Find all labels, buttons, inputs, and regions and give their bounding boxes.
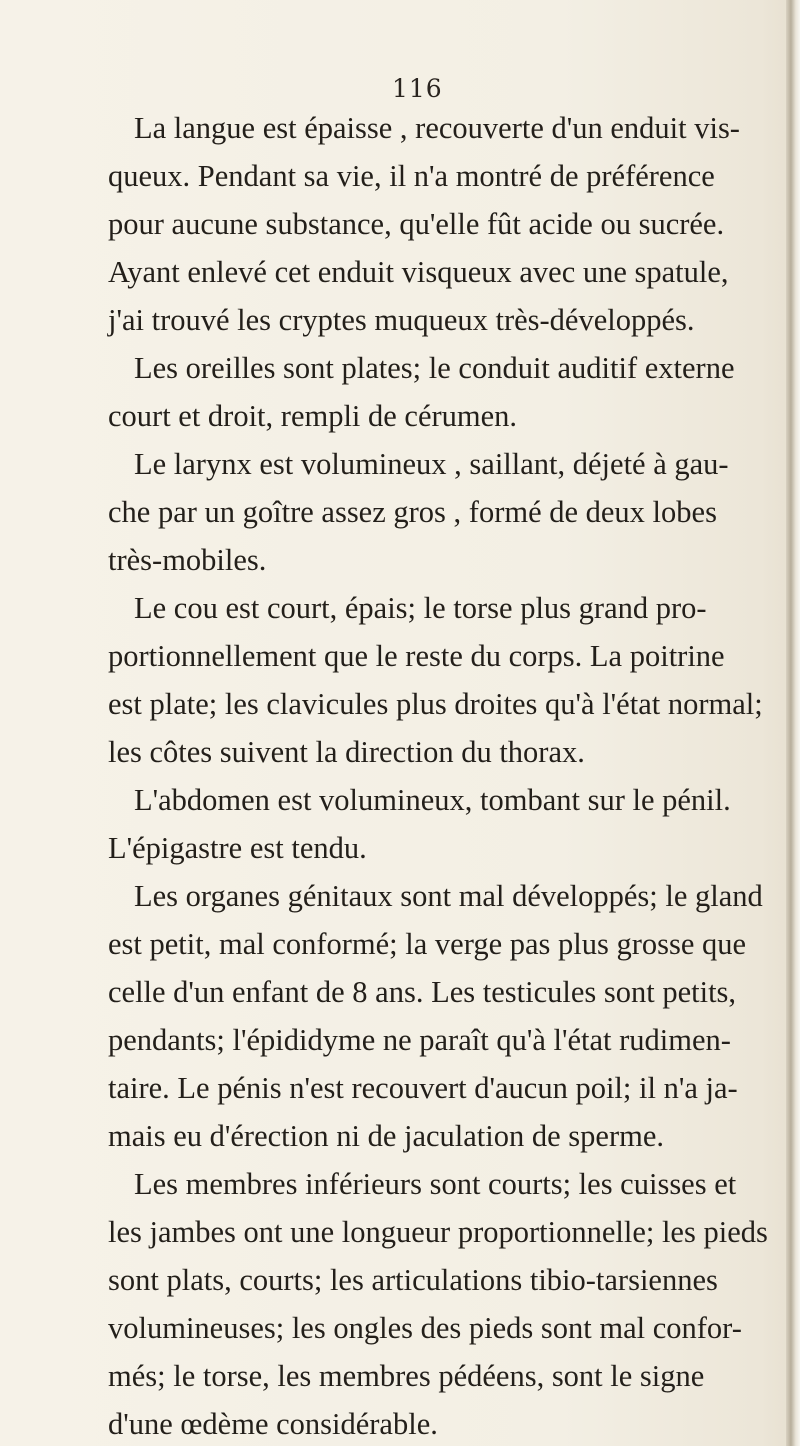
page-number: 116 bbox=[392, 74, 443, 103]
text-line: est plate; les clavicules plus droites qu'à l'état normal; bbox=[108, 687, 763, 721]
text-line: portionnellement que le reste du corps. La poitrine bbox=[108, 639, 725, 673]
text-line: che par un goître assez gros , formé de deux lobes bbox=[108, 495, 717, 529]
text-line: Le cou est court, épais; le torse plus grand pro- bbox=[134, 591, 707, 625]
text-line: Les organes génitaux sont mal développés; le gland bbox=[134, 879, 763, 913]
text-line: d'une œdème considérable. bbox=[108, 1407, 438, 1441]
text-line: très-mobiles. bbox=[108, 543, 267, 577]
text-line: est petit, mal conformé; la verge pas plus grosse que bbox=[108, 927, 747, 961]
text-line: L'abdomen est volumineux, tombant sur le pénil. bbox=[134, 783, 731, 817]
text-line: j'ai trouvé les cryptes muqueux très-développés. bbox=[108, 303, 695, 337]
text-line: queux. Pendant sa vie, il n'a montré de préférence bbox=[108, 159, 715, 193]
text-line: celle d'un enfant de 8 ans. Les testicules sont petits, bbox=[108, 975, 737, 1009]
text-line: les côtes suivent la direction du thorax. bbox=[108, 735, 585, 769]
text-line: taire. Le pénis n'est recouvert d'aucun poil; il n'a ja- bbox=[108, 1071, 738, 1105]
text-line: La langue est épaisse , recouverte d'un enduit vis- bbox=[134, 111, 740, 145]
text-line: sont plats, courts; les articulations tibio-tarsiennes bbox=[108, 1263, 718, 1297]
text-line: pour aucune substance, qu'elle fût acide ou sucrée. bbox=[108, 207, 725, 241]
text-line: Les membres inférieurs sont courts; les cuisses et bbox=[134, 1167, 737, 1201]
text-line: Ayant enlevé cet enduit visqueux avec une spatule, bbox=[108, 255, 729, 289]
text-line: més; le torse, les membres pédéens, sont le signe bbox=[108, 1359, 705, 1393]
text-line: volumineuses; les ongles des pieds sont mal confor- bbox=[108, 1311, 742, 1345]
text-line: Les oreilles sont plates; le conduit auditif externe bbox=[134, 351, 735, 385]
text-line: les jambes ont une longueur proportionnelle; les pieds bbox=[108, 1215, 768, 1249]
text-line: Le larynx est volumineux , saillant, déjeté à gau- bbox=[134, 447, 729, 481]
text-line: court et droit, rempli de cérumen. bbox=[108, 399, 518, 433]
text-line: pendants; l'épididyme ne paraît qu'à l'état rudimen- bbox=[108, 1023, 731, 1057]
page-edge bbox=[786, 0, 800, 1446]
text-line: L'épigastre est tendu. bbox=[108, 831, 367, 865]
text-line: mais eu d'érection ni de jaculation de sperme. bbox=[108, 1119, 664, 1153]
